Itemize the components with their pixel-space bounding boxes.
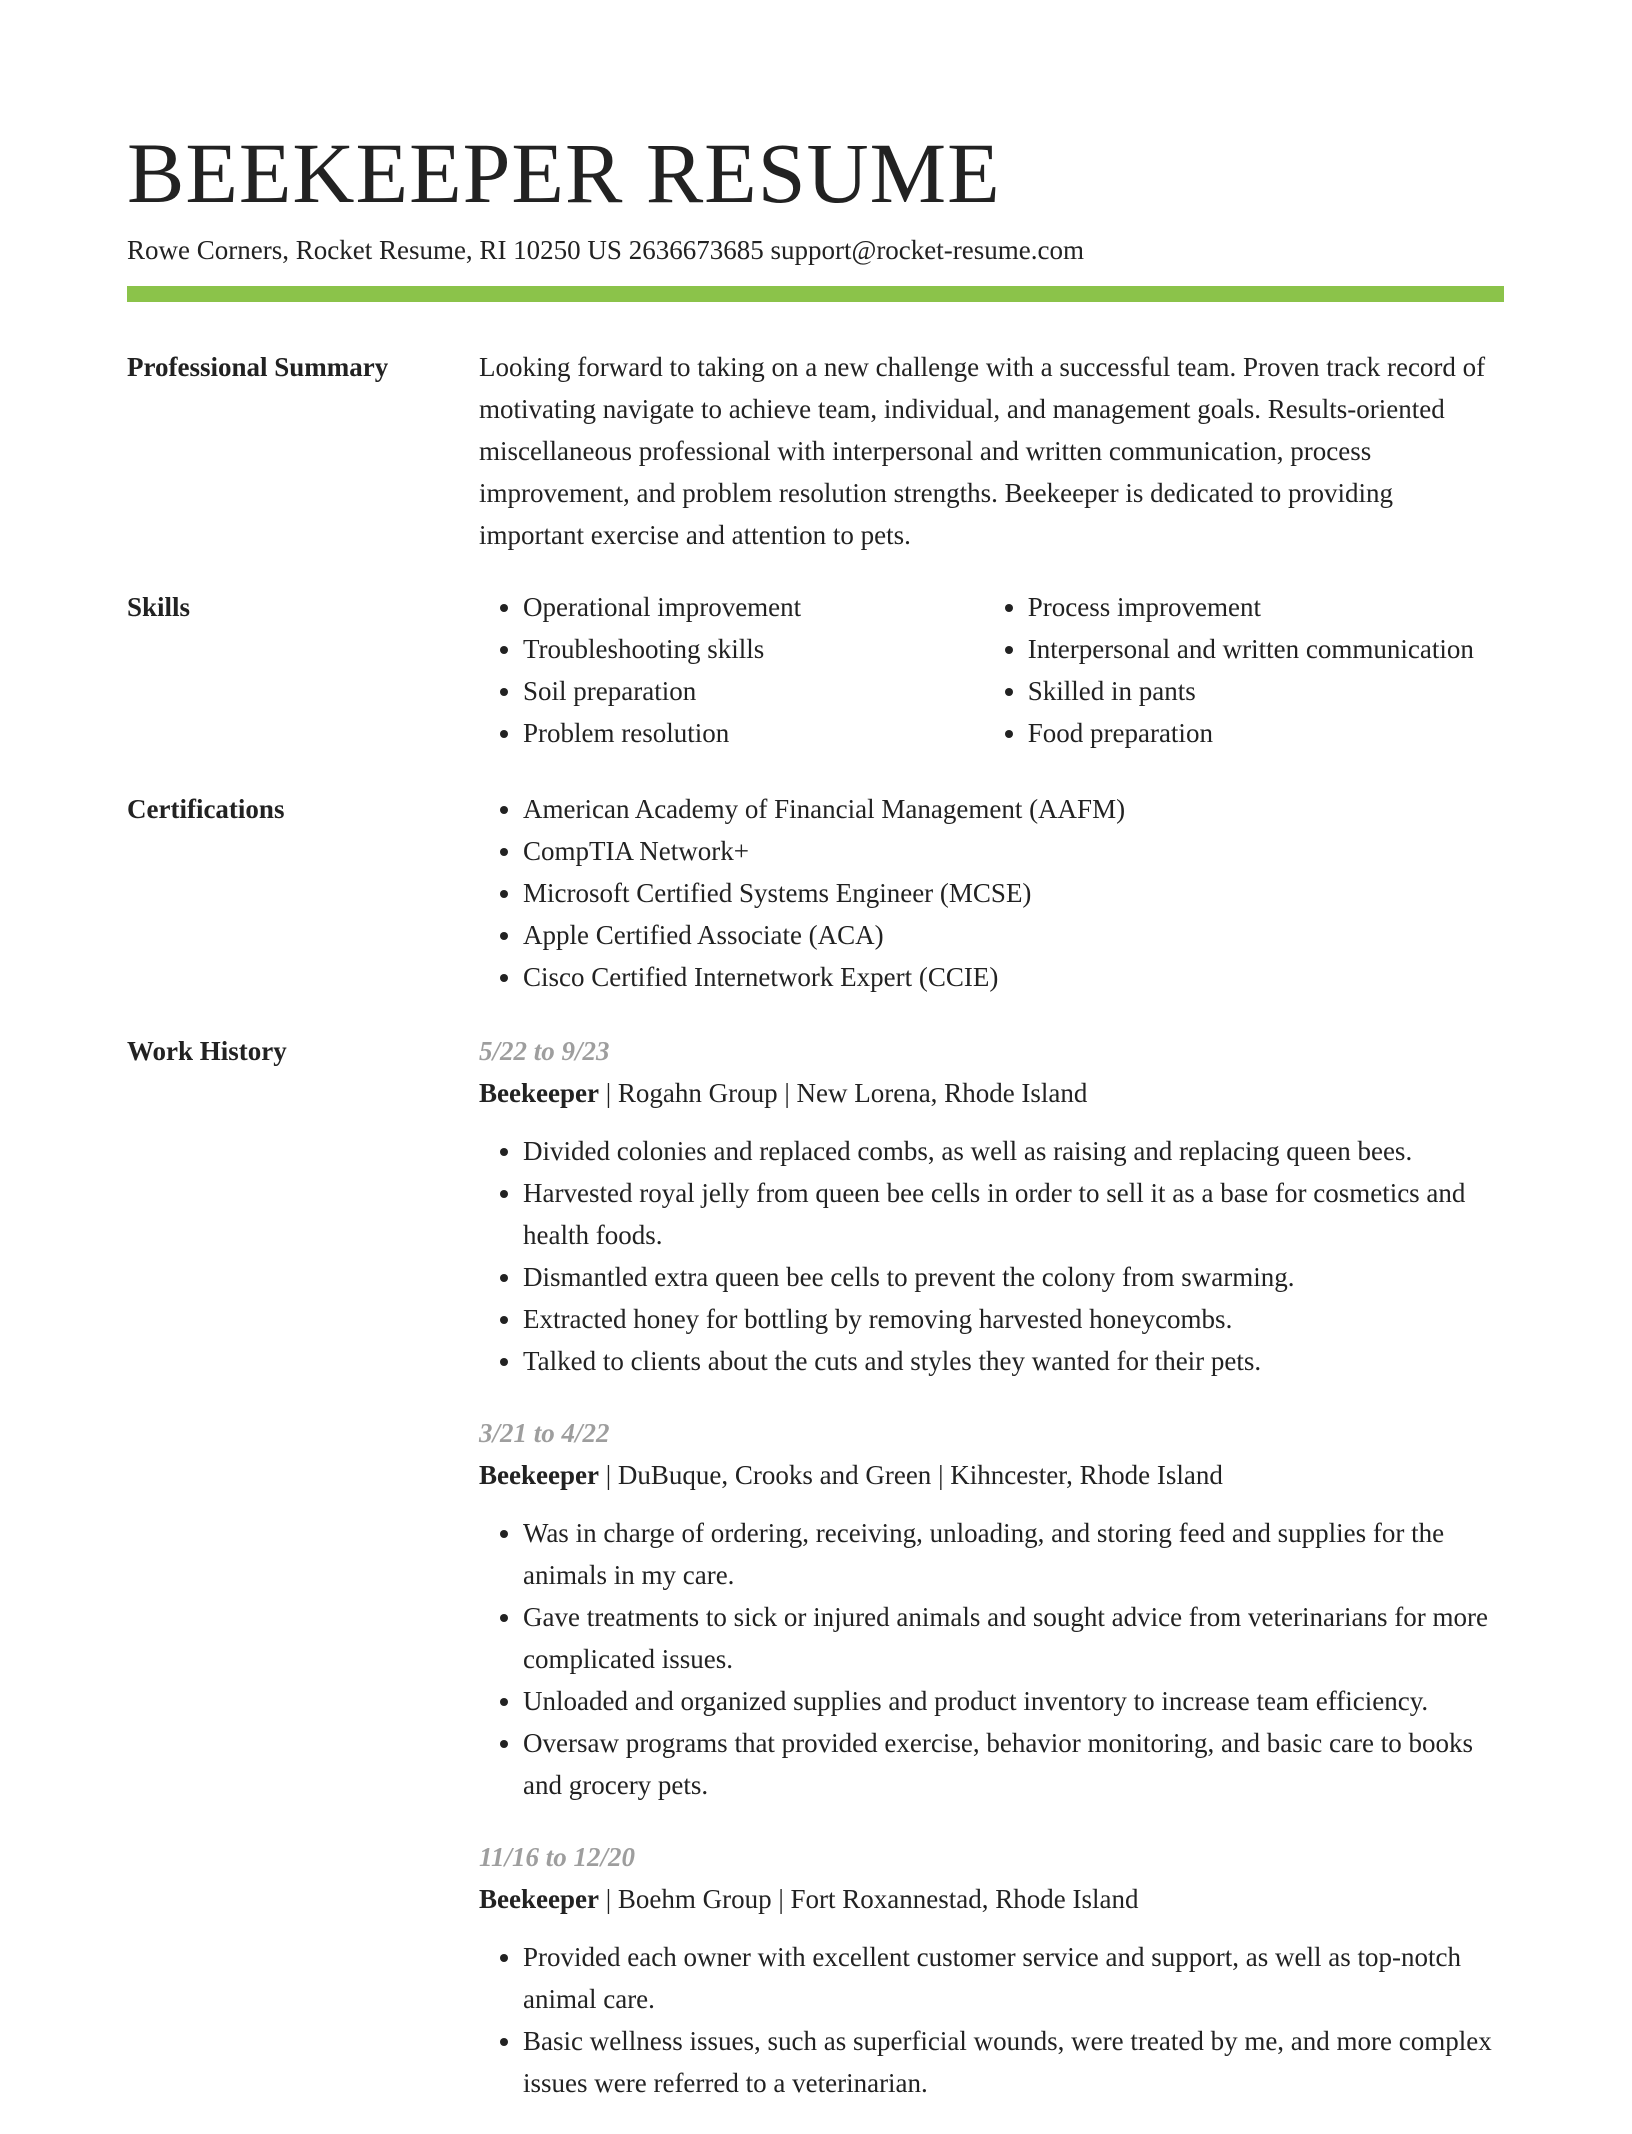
job-duty: • Basic wellness issues, such as superficial wounds, were treated by me, and more complex issues were referred to a veterinarian.	[523, 2020, 1504, 2104]
job-duty: • Gave treatments to sick or injured animals and sought advice from veterinarians for more complicated issues.	[523, 1596, 1504, 1680]
summary-heading: Professional Summary	[127, 352, 389, 382]
job-separator: |	[771, 1884, 791, 1914]
job-separator: |	[777, 1078, 797, 1108]
summary-text: Looking forward to taking on a new challenge with a successful team. Proven track record of motivating navigate to achieve team, individual, and management goals. Results-oriented miscellaneous professional with interpersonal and written communication, process improvement, and problem resolution strengths. Beekeeper is dedicated to providing important exercise and attention to pets.	[479, 352, 1486, 550]
job-duty: • Oversaw programs that provided exercise, behavior monitoring, and basic care to books and grocery pets.	[523, 1722, 1504, 1806]
job-company: Rogahn Group	[617, 1078, 778, 1108]
resume-name: BEEKEEPER RESUME	[127, 125, 1001, 221]
certification-item: • CompTIA Network+	[523, 830, 1504, 872]
job-duty: • Divided colonies and replaced combs, as well as raising and replacing queen bees.	[523, 1130, 1504, 1172]
skills-list-right	[984, 586, 1504, 754]
contact-line: Rowe Corners, Rocket Resume, RI 10250 US 2636673685 support@rocket-resume.com	[127, 235, 1084, 265]
job-title: Beekeeper	[479, 1884, 599, 1914]
job-company: Boehm Group	[617, 1884, 772, 1914]
skills-grid	[479, 586, 1504, 754]
job-duties	[479, 1130, 1504, 1382]
job-location: New Lorena, Rhode Island	[796, 1078, 1088, 1108]
job-duty: • Talked to clients about the cuts and styles they wanted for their pets.	[523, 1340, 1504, 1382]
job-duty: • Unloaded and organized supplies and product inventory to increase team efficiency.	[523, 1680, 1504, 1722]
job-duty: • Was in charge of ordering, receiving, unloading, and storing feed and supplies for the animals in my care.	[523, 1512, 1504, 1596]
job-dates: 5/22 to 9/23	[479, 1036, 610, 1066]
accent-divider	[127, 286, 1504, 302]
job-duty: • Harvested royal jelly from queen bee cells in order to sell it as a base for cosmetics and health foods.	[523, 1172, 1504, 1256]
skill-item: • Food preparation	[1028, 712, 1504, 754]
job-dates: 3/21 to 4/22	[479, 1418, 610, 1448]
job-duties	[479, 1512, 1504, 1806]
job-entry	[479, 1836, 1504, 2104]
certifications-heading: Certifications	[127, 794, 285, 824]
job-duties	[479, 1936, 1504, 2104]
job-separator: |	[598, 1884, 618, 1914]
skill-item: • Troubleshooting skills	[523, 628, 984, 670]
job-title-line	[479, 1878, 1504, 1920]
job-title-line	[479, 1454, 1504, 1496]
job-location: Kihncester, Rhode Island	[950, 1460, 1223, 1490]
job-entry	[479, 1030, 1504, 1382]
skill-item: • Operational improvement	[523, 586, 984, 628]
job-location: Fort Roxannestad, Rhode Island	[790, 1884, 1139, 1914]
job-title: Beekeeper	[479, 1460, 599, 1490]
certification-item: • Apple Certified Associate (ACA)	[523, 914, 1504, 956]
skill-item: • Soil preparation	[523, 670, 984, 712]
work-history-heading: Work History	[127, 1036, 287, 1066]
job-separator: |	[598, 1460, 618, 1490]
job-separator: |	[931, 1460, 951, 1490]
job-duty: • Provided each owner with excellent customer service and support, as well as top-notch animal care.	[523, 1936, 1504, 2020]
certification-item: • Cisco Certified Internetwork Expert (CCIE)	[523, 956, 1504, 998]
skills-heading: Skills	[127, 592, 191, 622]
skill-item: • Interpersonal and written communication	[1028, 628, 1504, 670]
job-title: Beekeeper	[479, 1078, 599, 1108]
skill-item: • Skilled in pants	[1028, 670, 1504, 712]
certification-item: • American Academy of Financial Management (AAFM)	[523, 788, 1504, 830]
job-title-line	[479, 1072, 1504, 1114]
certifications-list	[479, 788, 1504, 998]
job-entry	[479, 1412, 1504, 1806]
skill-item: • Process improvement	[1028, 586, 1504, 628]
job-separator: |	[598, 1078, 618, 1108]
job-dates: 11/16 to 12/20	[479, 1842, 636, 1872]
job-duty: • Extracted honey for bottling by removing harvested honeycombs.	[523, 1298, 1504, 1340]
skills-list-left	[479, 586, 984, 754]
skill-item: • Problem resolution	[523, 712, 984, 754]
job-duty: • Dismantled extra queen bee cells to prevent the colony from swarming.	[523, 1256, 1504, 1298]
certification-item: • Microsoft Certified Systems Engineer (MCSE)	[523, 872, 1504, 914]
job-company: DuBuque, Crooks and Green	[617, 1460, 932, 1490]
